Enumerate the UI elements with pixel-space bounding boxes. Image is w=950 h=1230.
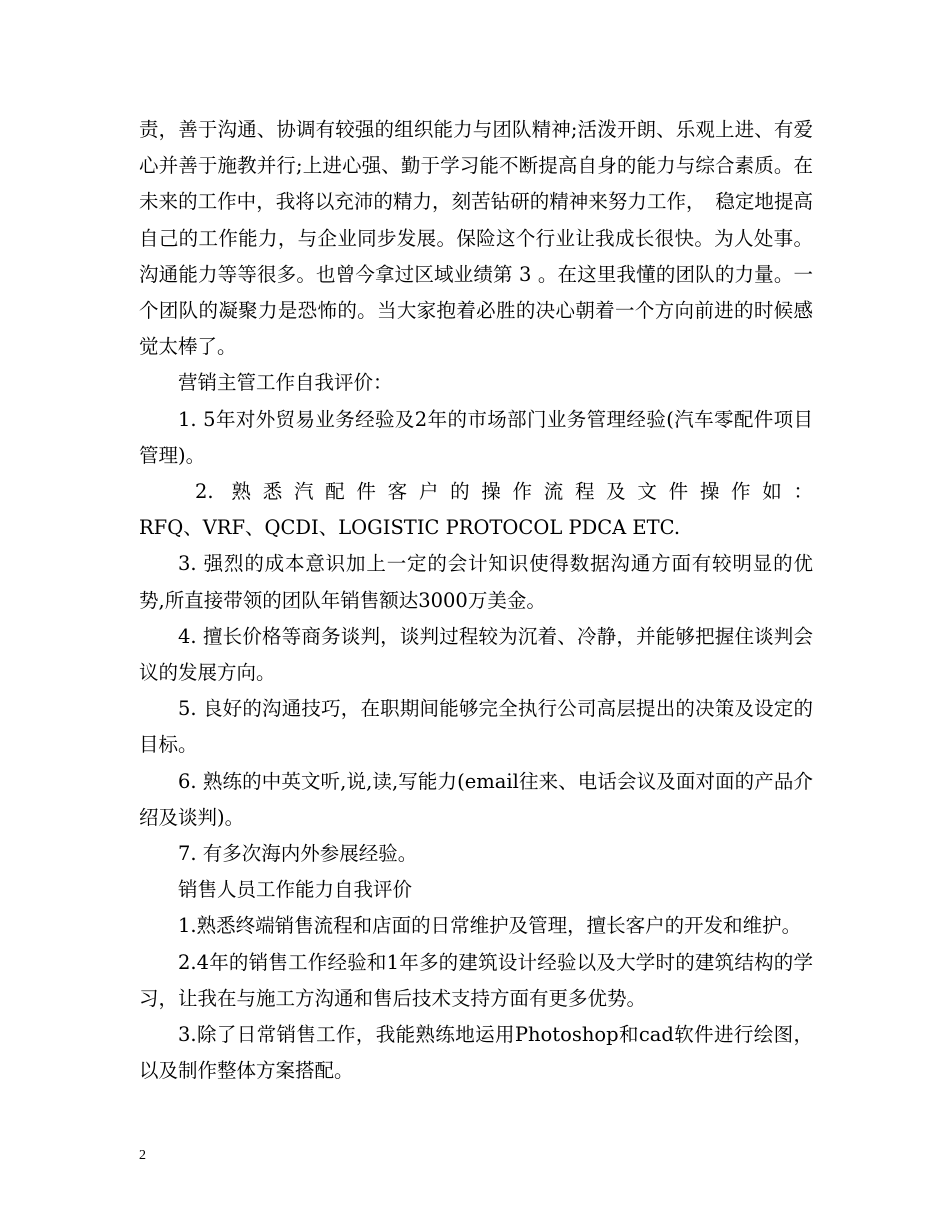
list-item-3: 3. 强烈的成本意识加上一定的会计知识使得数据沟通方面有较明显的优势,所直接带领的团队年销售额达3000万美金。: [139, 552, 813, 612]
list-item-1: 1. 5年对外贸易业务经验及2年的市场部门业务管理经验(汽车零配件项目管理)。: [139, 407, 813, 467]
list-item-4: 4. 擅长价格等商务谈判，谈判过程较为沉着、冷静，并能够把握住谈判会议的发展方向。: [139, 624, 813, 685]
list-item-2: 2. 熟悉汽配件客户的操作流程及文件操作如：: [195, 480, 813, 504]
list-item-6: 6. 熟练的中英文听,说,读,写能力(email往来、电话会议及面对面的产品介绍及谈判)。: [139, 769, 813, 829]
sales-item-1: 1.熟悉终端销售流程和店面的日常维护及管理，擅长客户的开发和维护。: [178, 914, 802, 938]
list-item-2-continuation: RFQ、VRF、QCDI、LOGISTIC PROTOCOL PDCA ETC.: [139, 516, 681, 540]
heading-sales-staff-evaluation: 销售人员工作能力自我评价: [178, 878, 413, 902]
paragraph-continuation: 责，善于沟通、协调有较强的组织能力与团队精神;活泼开朗、乐观上进、有爱心并善于施教并行;上进心强、勤于学习能不断提高自身的能力与综合素质。在未来的工作中，我将以充沛的精力，刻苦钻研的精神来努力工作， 稳定地提高自己的工作能力，与企业同步发展。保险这个行业让我成长很快。为人处事。沟通能力等等很多。也曾今拿过区域业绩第 3 。在这里我懂的团队的力量。一个团队的凝聚力是恐怖的。当大家抱着必胜的决心朝着一个方向前进的时候感觉太棒了。: [139, 118, 813, 359]
sales-item-3: 3.除了日常销售工作，我能熟练地运用Photoshop和cad软件进行绘图，以及制作整体方案搭配。: [139, 1023, 813, 1083]
sales-item-2: 2.4年的销售工作经验和1年多的建筑设计经验以及大学时的建筑结构的学习，让我在与施工方沟通和售后技术支持方面有更多优势。: [139, 950, 813, 1010]
list-item-5: 5. 良好的沟通技巧，在职期间能够完全执行公司高层提出的决策及设定的目标。: [139, 697, 813, 757]
heading-marketing-supervisor-evaluation: 营销主管工作自我评价：: [178, 371, 393, 395]
list-item-7: 7. 有多次海内外参展经验。: [178, 842, 418, 866]
page-number: 2: [139, 1148, 146, 1163]
document-body: [139, 112, 813, 1089]
